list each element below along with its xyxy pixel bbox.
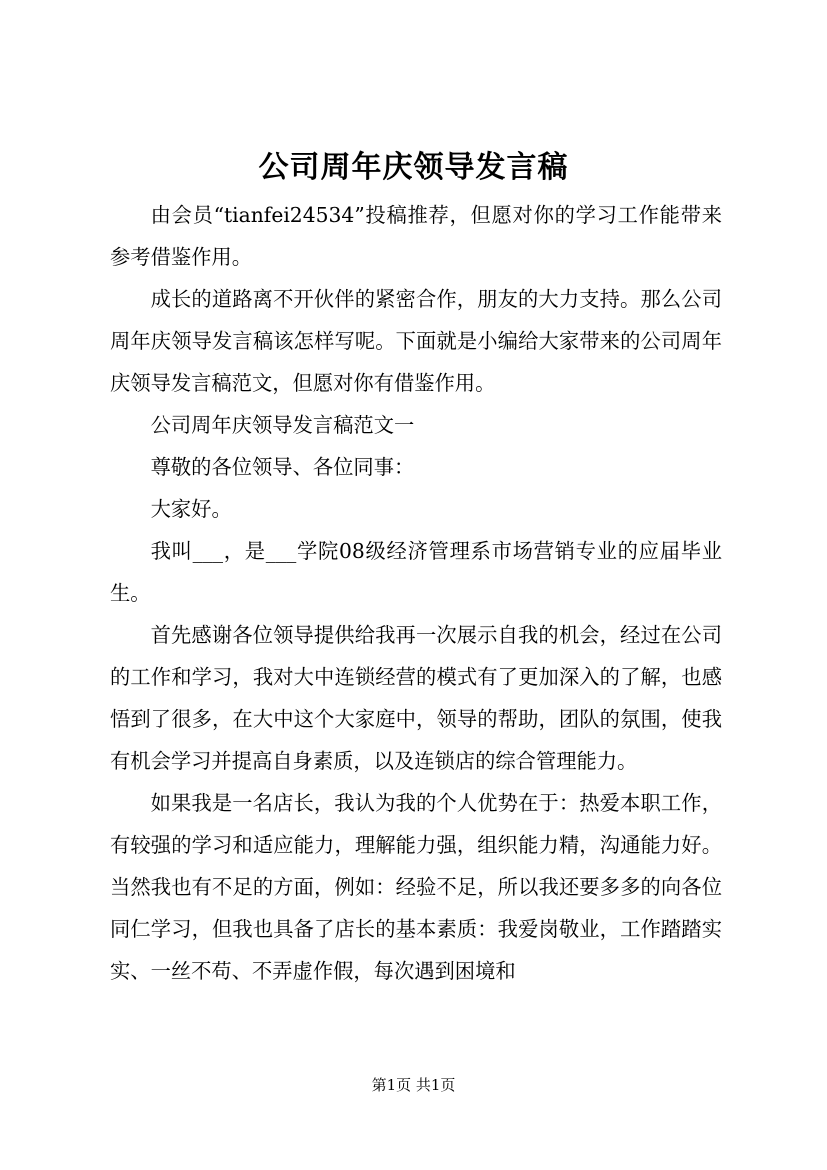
page-footer: 第1页 共1页	[371, 1076, 456, 1094]
paragraph-section-heading: 公司周年庆领导发言稿范文一	[150, 413, 415, 437]
paragraph-greeting: 大家好。	[150, 497, 232, 521]
paragraph-self-intro: 我叫___，是___学院08级经济管理系市场营销专业的应届毕业生。	[110, 539, 722, 605]
paragraph-lead: 成长的道路离不开伙伴的紧密合作，朋友的大力支持。那么公司周年庆领导发言稿该怎样写呢。下面就是小编给大家带来的公司周年庆领导发言稿范文，但愿对你有借鉴作用。	[110, 287, 722, 395]
document-body	[110, 194, 722, 992]
document-title: 公司周年庆领导发言稿	[258, 150, 569, 185]
paragraph-thanks: 首先感谢各位领导提供给我再一次展示自我的机会，经过在公司的工作和学习，我对大中连锁经营的模式有了更加深入的了解，也感悟到了很多，在大中这个大家庭中，领导的帮助，团队的氛围，使我有机会学习并提高自身素质，以及连锁店的综合管理能力。	[110, 623, 722, 773]
paragraph-strengths: 如果我是一名店长，我认为我的个人优势在于：热爱本职工作，有较强的学习和适应能力，理解能力强，组织能力精，沟通能力好。当然我也有不足的方面，例如：经验不足，所以我还要多多的向各位同仁学习，但我也具备了店长的基本素质：我爱岗敬业，工作踏踏实实、一丝不苟、不弄虚作假，每次遇到困境和	[110, 791, 722, 983]
paragraph-intro: 由会员“tianfei24534”投稿推荐，但愿对你的学习工作能带来参考借鉴作用。	[110, 203, 722, 269]
paragraph-salutation: 尊敬的各位领导、各位同事：	[150, 455, 415, 479]
